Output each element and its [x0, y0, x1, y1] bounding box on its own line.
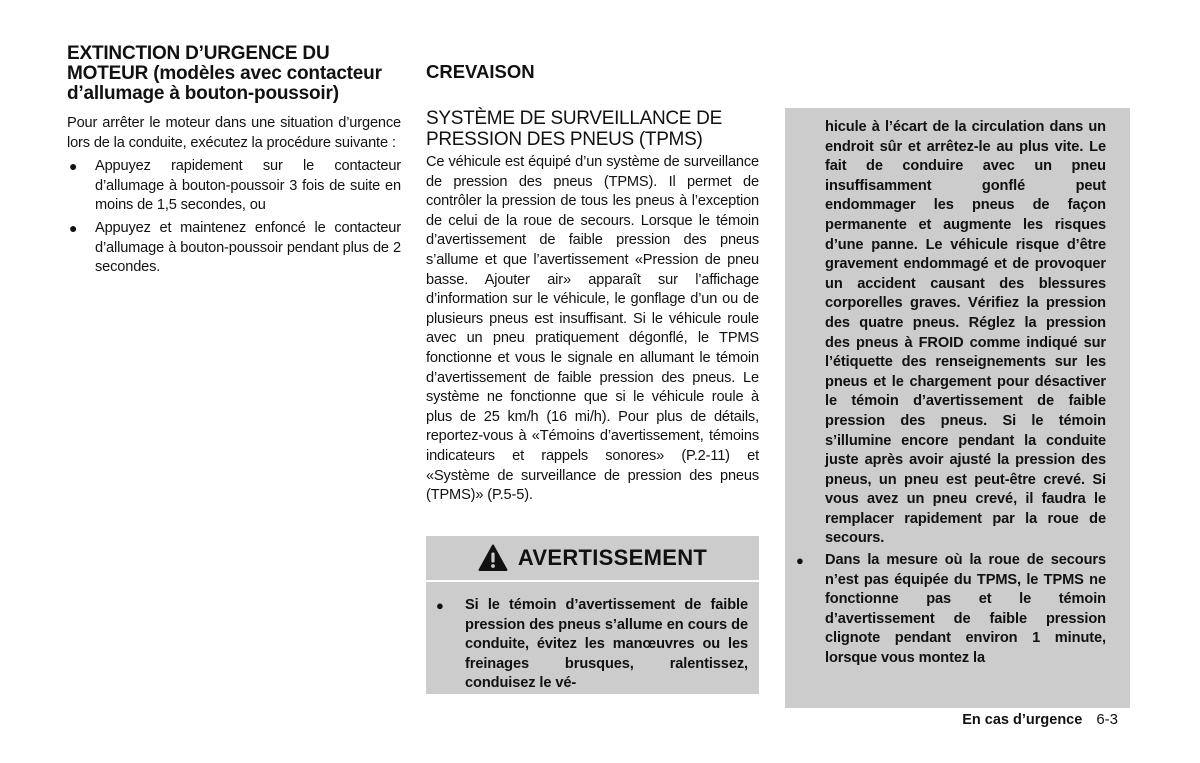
bullet-icon: ●: [796, 553, 804, 569]
continuation-text: hicule à l’écart de la circulation dans un endroit sûr et arrêtez-le au plus vite. Le fait de conduire avec un pneu insuffisamment gonflé peut endommager les pneus de façon permanente et augmente les risques d’une panne. Le véhicule risque d’être gravement endommagé et de provoquer un accident causant des blessures corporelles graves. Vérifiez la pression des quatre pneus. Réglez la pression des pneus à FROID comme indiqué sur l’étiquette des renseignements sur les pneus et le chargement pour désactiver le témoin d’avertissement de faible pression des pneus. Si le témoin s’illumine encore pendant la conduite juste après avoir ajusté la pression des pneus, un pneu est peut-être crevé. Si vous avez un pneu crevé, il faudra le remplacer rapidement par la roue de secours.: [825, 119, 1106, 547]
warning-continuation: [796, 118, 1106, 671]
section-title: CREVAISON: [426, 61, 535, 82]
warning-triangle-icon: [478, 544, 508, 572]
tpms-paragraph: Ce véhicule est équipé d’un système de surveillance de pression des pneus (TPMS). Il permet de contrôler la pression de tous les pneus à l’exception de celui de la roue de secours. Lorsque le témoin d’avertissement de faible pression des pneus s’allume et que l’avertissement «Pression de pneu basse. Ajouter air» apparaît sur l’affichage d’information sur le véhicule, le gonflage d’un ou de plusieurs pneus est insuffisant. Si le véhicule roule avec un pneu pratiquement dégonflé, le TPMS fonctionne et vous le signale en allumant le témoin d’avertissement de faible pression des pneus. Le système ne fonctionne que si le véhicule roule à plus de 25 km/h (16 mi/h). Pour plus de détails, reportez-vous à «Témoins d’avertissement, témoins indicateurs et rappels sonores» (P.2-11) et «Système de surveillance de pression des pneus (TPMS)» (P.5-5).: [426, 154, 759, 504]
list-item: [436, 596, 748, 694]
list-item: [67, 219, 401, 278]
procedure-list: [67, 157, 401, 278]
list-item-text: Appuyez et maintenez enfoncé le contacteur d’allumage à bouton-poussoir pendant plus de 2 secondes.: [95, 219, 401, 276]
page-footer: [962, 711, 1118, 728]
list-item: [796, 551, 1106, 669]
bullet-icon: ●: [69, 158, 78, 175]
page-number: 6-3: [1096, 711, 1118, 728]
list-item-text: Si le témoin d’avertissement de faible pression des pneus s’allume en cours de conduite, évitez les manœuvres ou les freinages brusques, ralentissez, conduisez le vé-: [465, 597, 748, 692]
subsection-title: SYSTÈME DE SURVEILLANCE DE PRESSION DES PNEUS (TPMS): [426, 108, 722, 150]
warning-title: AVERTISSEMENT: [517, 545, 708, 570]
list-item-text: Dans la mesure où la roue de secours n’est pas équipée du TPMS, le TPMS ne fonctionne pas et le témoin d’avertissement de faible pression clignote pendant environ 1 minute, lorsque vous montez la: [825, 552, 1106, 667]
bullet-icon: ●: [69, 219, 78, 236]
footer-section-name: En cas d’urgence: [962, 712, 1083, 728]
intro-paragraph: Pour arrêter le moteur dans une situation d’urgence lors de la conduite, exécutez la procédure suivante :: [67, 115, 401, 151]
bullet-icon: ●: [436, 598, 444, 613]
warning-list: [436, 596, 748, 696]
warning-header: [426, 536, 759, 582]
section-title: EXTINCTION D’URGENCE DU MOTEUR (modèles avec contacteur d’allumage à bouton-poussoir): [67, 43, 382, 104]
list-item-text: Appuyez rapidement sur le contacteur d’allumage à bouton-poussoir 3 fois de suite en moins de 1,5 secondes, ou: [95, 158, 401, 214]
flat-tire-section: [426, 62, 759, 506]
list-item: [67, 157, 401, 216]
warning-box: [426, 536, 759, 694]
emergency-shutdown-section: [67, 44, 401, 281]
warning-continuation-box: [785, 108, 1130, 708]
